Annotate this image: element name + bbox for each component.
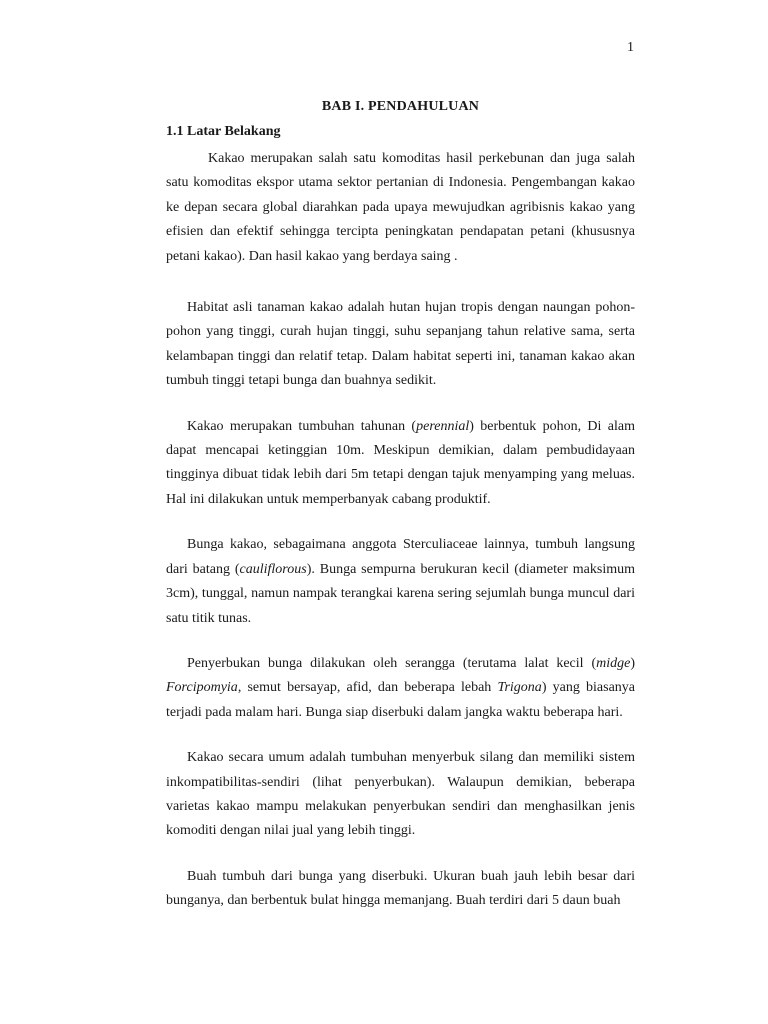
italic-term: Trigona [497, 680, 542, 696]
text-run: Kakao merupakan salah satu komoditas hasil perkebunan dan juga salah satu komoditas ekspor utama sektor pertanian di Indonesia. Pengembangan kakao ke depan secara global diarahkan pada upaya mewujudkan agribisnis kakao yang efisien dan efektif sehingga tercipta peningkatan pendapatan petani (khususnya petani kakao). Dan hasil kakao yang berdaya saing . [166, 151, 635, 264]
body-text [166, 147, 635, 914]
paragraph [166, 296, 635, 394]
text-run: Penyerbukan bunga dilakukan oleh serangga (terutama lalat kecil ( [187, 655, 597, 671]
paragraph [166, 652, 635, 725]
chapter-title: BAB I. PENDAHULUAN [321, 99, 480, 114]
italic-term: midge [596, 655, 631, 671]
paragraph [166, 147, 635, 269]
italic-term: cauliflorous [239, 561, 307, 577]
text-run: Kakao merupakan tumbuhan tahunan ( [187, 418, 417, 434]
paragraph [166, 746, 635, 844]
paragraph [166, 415, 635, 513]
page-number: 1 [627, 40, 634, 55]
text-run: Kakao secara umum adalah tumbuhan menyerbuk silang dan memiliki sistem inkompatibilitas-sendiri (lihat penyerbukan). Walaupun demikian, beberapa varietas kakao mampu melakukan penyerbukan sendiri dan menghasilkan jenis komoditi dengan nilai jual yang lebih tinggi. [166, 750, 635, 839]
text-run: Bunga kakao, sebagaimana anggota Sterculiaceae lainnya, tumbuh langsung dari batang ( [166, 537, 635, 577]
text-run: Buah tumbuh dari bunga yang diserbuki. Ukuran buah jauh lebih besar dari bunganya, dan berbentuk bulat hingga memanjang. Buah terdiri dari 5 daun buah [166, 868, 635, 909]
text-run: , semut bersayap, afid, dan beberapa lebah [237, 680, 498, 696]
text-run: ) berbentuk pohon, Di alam dapat mencapai ketinggian 10m. Meskipun demikian, dalam pembudidayaan tingginya dibuat tidak lebih dari 5m tetapi dengan tajuk menyamping yang meluas. Hal ini dilakukan untuk memperbanyak cabang produktif. [166, 418, 635, 507]
text-run: ) [630, 655, 635, 671]
paragraph [166, 865, 635, 914]
italic-term: perennial [416, 418, 470, 434]
text-run: Habitat asli tanaman kakao adalah hutan hujan tropis dengan naungan pohon-pohon yang tinggi, curah hujan tinggi, suhu sepanjang tahun relative sama, serta kelambapan tinggi dan relatif tetap. Dalam habitat seperti ini, tanaman kakao akan tumbuh tinggi tetapi bunga dan buahnya sedikit. [166, 300, 635, 389]
text-run: ). Bunga sempurna berukuran kecil (diameter maksimum 3cm), tunggal, namun nampak terangkai karena sering sejumlah bunga muncul dari satu titik tunas. [166, 561, 635, 626]
text-run: ) yang biasanya terjadi pada malam hari. Bunga siap diserbuki dalam jangka waktu beberapa hari. [166, 680, 635, 720]
italic-term: Forcipomyia [166, 680, 238, 696]
section-heading: 1.1 Latar Belakang [166, 124, 281, 139]
paragraph [166, 533, 635, 631]
